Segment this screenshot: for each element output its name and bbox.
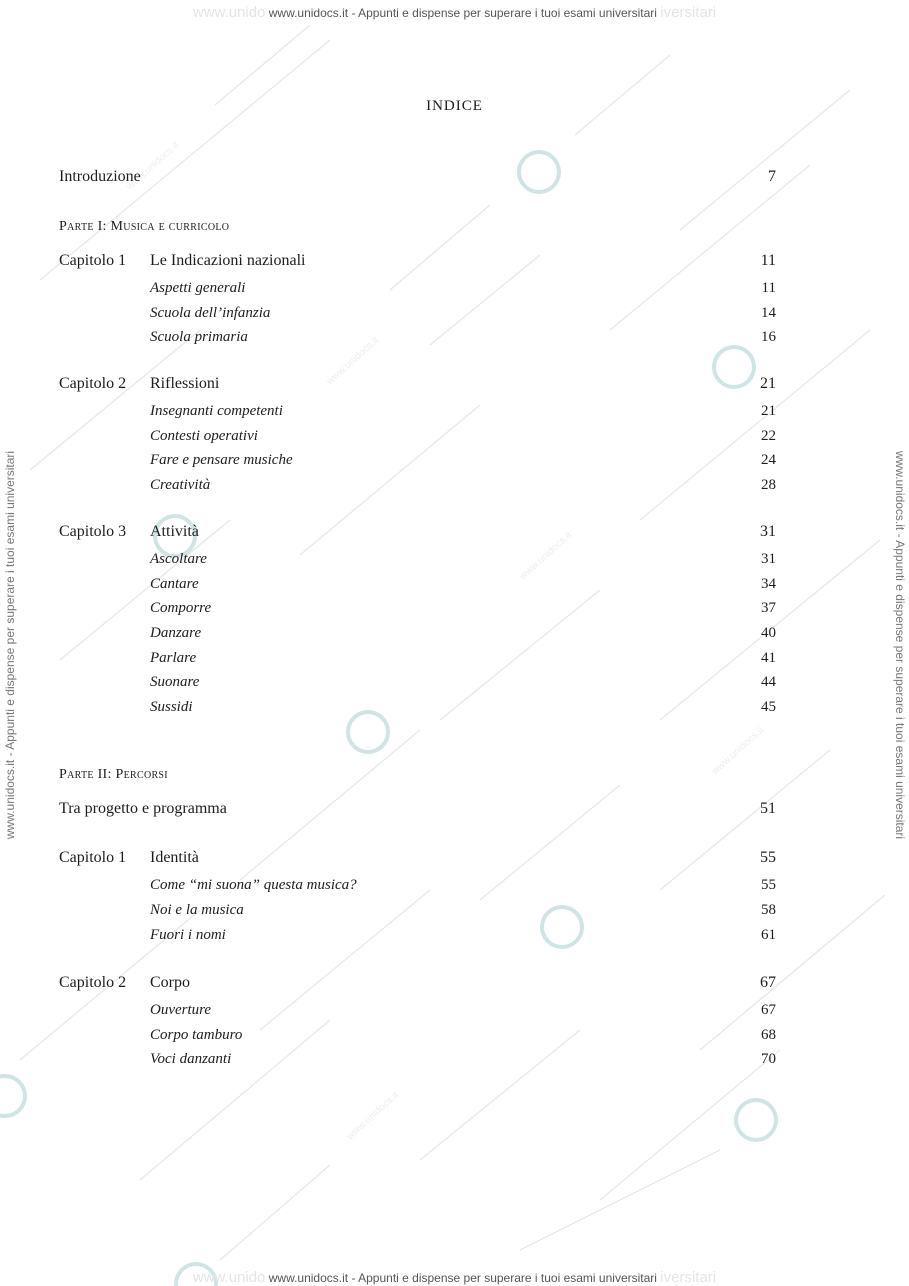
chapter-number: Capitolo 1 — [59, 252, 127, 269]
toc-entry — [0, 329, 909, 353]
entry-page: 41 — [761, 650, 776, 666]
entry-page: 21 — [761, 403, 776, 419]
banner-ghost-right: iversitari — [660, 4, 717, 21]
chapter-number: Capitolo 2 — [59, 375, 127, 392]
entry-page: 14 — [761, 305, 776, 321]
banner-ghost-right: iversitari — [660, 1269, 717, 1286]
entry-label: Sussidi — [150, 699, 193, 715]
toc-entry — [0, 927, 909, 951]
toc-intro-page: 7 — [768, 168, 776, 185]
entry-page: 67 — [761, 1002, 776, 1018]
toc-entry — [0, 1051, 909, 1075]
banner-ghost-left: www.unido — [192, 4, 266, 21]
entry-page: 37 — [761, 600, 776, 616]
toc-entry — [0, 1002, 909, 1026]
left-side-banner: www.unidocs.it - Appunti e dispense per superare i tuoi esami universitari — [3, 450, 17, 840]
toc-entry — [0, 305, 909, 329]
chapter-page: 31 — [760, 523, 776, 540]
entry-label: Corpo tamburo — [150, 1027, 243, 1043]
entry-label: Voci danzanti — [150, 1051, 232, 1067]
entry-label: Ouverture — [150, 1002, 212, 1018]
banner-text: www.unidocs.it - Appunti e dispense per superare i tuoi esami universitari — [268, 1271, 657, 1285]
entry-label: Scuola primaria — [150, 329, 248, 345]
entry-page: 70 — [761, 1051, 776, 1067]
watermark-text-3: www.unidocs.it — [517, 529, 575, 583]
entry-label: Danzare — [150, 625, 202, 641]
bottom-banner — [0, 1269, 909, 1286]
chapter-row — [0, 252, 909, 276]
chapter-page: 67 — [760, 974, 776, 991]
toc-entry — [0, 699, 909, 723]
chapter-title: Identità — [150, 849, 199, 866]
entry-label: Scuola dell’infanzia — [150, 305, 271, 321]
toc-entry — [0, 551, 909, 575]
entry-page: 58 — [761, 902, 776, 918]
part-heading-1: Parte I: Musica e curricolo — [59, 219, 230, 234]
toc-entry — [0, 650, 909, 674]
entry-page: 11 — [761, 280, 776, 296]
toc-intro-label: Introduzione — [59, 168, 141, 185]
toc-entry — [0, 477, 909, 501]
chapter-page: 55 — [760, 849, 776, 866]
entry-page: 45 — [761, 699, 776, 715]
entry-label: Aspetti generali — [150, 280, 246, 296]
chapter-row — [0, 974, 909, 998]
entry-label: Suonare — [150, 674, 200, 690]
entry-page: 61 — [761, 927, 776, 943]
entry-label: Noi e la musica — [150, 902, 244, 918]
entry-label: Parlare — [150, 650, 197, 666]
chapter-page: 21 — [760, 375, 776, 392]
entry-label: Contesti operativi — [150, 428, 258, 444]
chapter-number: Capitolo 1 — [59, 849, 127, 866]
entry-page: 24 — [761, 452, 776, 468]
entry-page: 28 — [761, 477, 776, 493]
toc-entry — [0, 428, 909, 452]
chapter-number: Capitolo 2 — [59, 974, 127, 991]
banner-ghost-left: www.unido — [192, 1269, 266, 1286]
chapter-row — [0, 849, 909, 873]
toc-entry — [0, 625, 909, 649]
entry-page: 22 — [761, 428, 776, 444]
toc-entry — [0, 576, 909, 600]
entry-page: 44 — [761, 674, 776, 690]
chapter-number: Capitolo 3 — [59, 523, 127, 540]
chapter-title: Le Indicazioni nazionali — [150, 252, 306, 269]
entry-label: Fuori i nomi — [150, 927, 226, 943]
entry-page: 55 — [761, 877, 776, 893]
right-side-banner: www.unidocs.it - Appunti e dispense per superare i tuoi esami universitari — [893, 450, 907, 840]
chapter-row — [0, 375, 909, 399]
watermark-text-4: www.unidocs.it — [709, 724, 767, 778]
watermark-text-2: www.unidocs.it — [324, 334, 382, 388]
entry-label: Insegnanti competenti — [150, 403, 283, 419]
entry-page: 31 — [761, 551, 776, 567]
entry-label: Creatività — [150, 477, 211, 493]
toc-intro — [0, 168, 909, 192]
toc-entry — [0, 877, 909, 901]
toc-entry — [0, 600, 909, 624]
banner-text: www.unidocs.it - Appunti e dispense per superare i tuoi esami universitari — [268, 6, 657, 20]
entry-page: 40 — [761, 625, 776, 641]
toc-entry — [0, 674, 909, 698]
entry-page: 16 — [761, 329, 776, 345]
chapter-row — [0, 523, 909, 547]
chapter-title: Corpo — [150, 974, 190, 991]
toc-entry — [0, 902, 909, 926]
entry-label: Ascoltare — [150, 551, 207, 567]
top-banner — [0, 4, 909, 21]
toc-entry — [0, 403, 909, 427]
toc-entry — [0, 1027, 909, 1051]
toc-part2-intro — [0, 800, 909, 824]
chapter-page: 11 — [760, 252, 776, 269]
toc-entry — [0, 452, 909, 476]
page-title: INDICE — [426, 98, 483, 114]
part2-intro-page: 51 — [760, 800, 776, 817]
entry-label: Come “mi suona” questa musica? — [150, 877, 357, 893]
chapter-title: Riflessioni — [150, 375, 220, 392]
entry-page: 68 — [761, 1027, 776, 1043]
watermark-text-1: www.unidocs.it — [124, 139, 182, 193]
part-heading-2: Parte II: Percorsi — [59, 767, 168, 782]
watermark-text-5: www.unidocs.it — [344, 1089, 402, 1143]
chapter-title: Attività — [150, 523, 199, 540]
entry-label: Comporre — [150, 600, 212, 616]
entry-label: Cantare — [150, 576, 199, 592]
entry-page: 34 — [761, 576, 776, 592]
part2-intro-label: Tra progetto e programma — [59, 800, 227, 817]
entry-label: Fare e pensare musiche — [150, 452, 293, 468]
toc-entry — [0, 280, 909, 304]
